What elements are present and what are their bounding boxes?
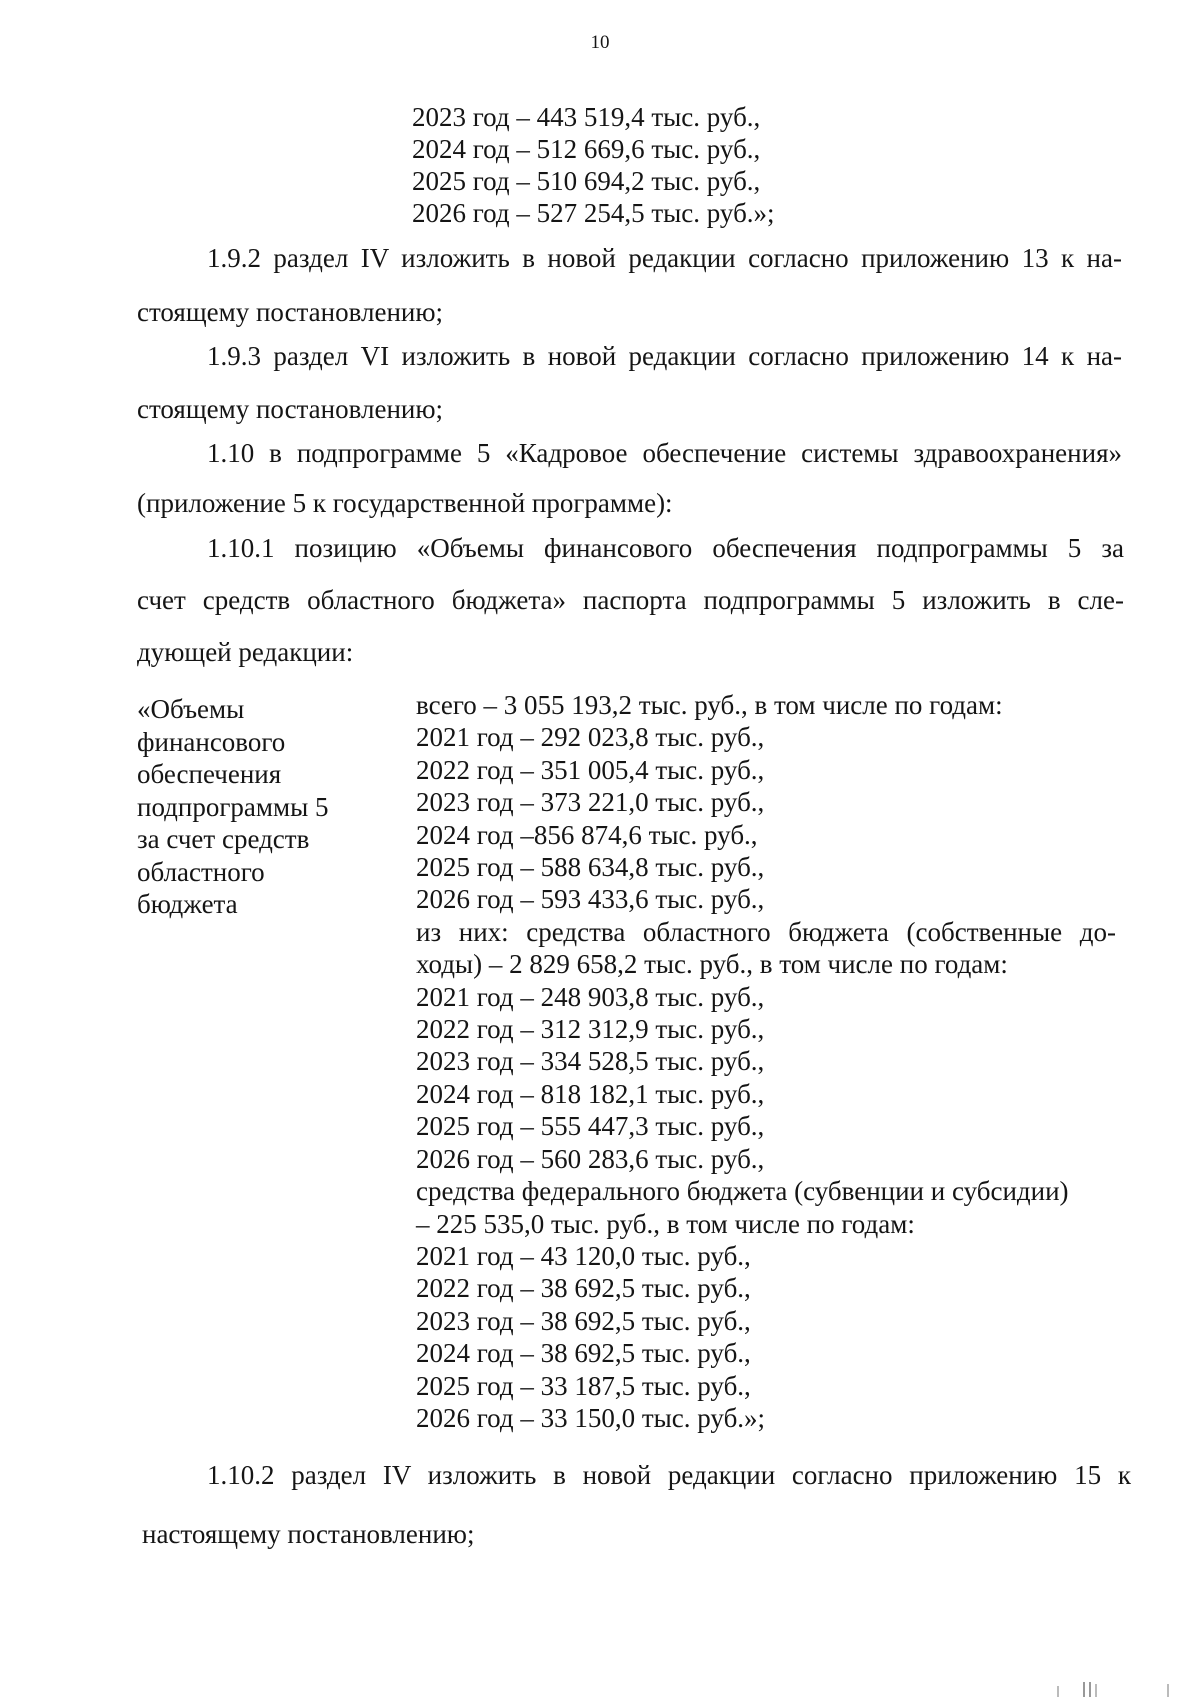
passport-label-line: за счет средств [137,824,310,854]
passport-value-column [416,689,1116,1434]
own-revenue-year-line: 2024 год – 818 182,1 тыс. руб., [416,1078,765,1109]
continuation-line: 2024 год – 512 669,6 тыс. руб., [412,134,761,164]
own-revenue-year-line: 2022 год – 312 312,9 тыс. руб., [416,1014,765,1045]
passport-label-line: финансового [137,726,286,757]
paragraph-1-10-1-line2: счет средств областного бюджета» паспорта подпрограммы 5 изложить в сле- [137,585,1124,615]
own-revenue-year-line: 2026 год – 560 283,6 тыс. руб., [416,1143,765,1174]
paragraph-1-10-line2: (приложение 5 к государственной программе): [137,488,673,518]
page-number: 10 [590,32,610,53]
own-revenue-total-line: ходы) – 2 829 658,2 тыс. руб., в том числе по годам: [416,949,1008,980]
own-revenue-year-line: 2025 год – 555 447,3 тыс. руб., [416,1111,765,1142]
federal-year-line: 2022 год – 38 692,5 тыс. руб., [416,1273,751,1304]
own-revenue-heading-line: из них: средства областного бюджета (собственные до- [416,916,1116,947]
funding-year-line: 2026 год – 593 433,6 тыс. руб., [416,884,765,915]
paragraph-1-10-2-line2: настоящему постановлению; [142,1519,475,1549]
passport-label-line: бюджета [137,889,238,919]
paragraph-1-9-3-line1: 1.9.3 раздел VI изложить в новой редакции согласно приложению 14 к на- [207,341,1122,371]
continuation-line: 2025 год – 510 694,2 тыс. руб., [412,166,761,196]
federal-year-line: 2026 год – 33 150,0 тыс. руб.»; [416,1402,766,1433]
continuation-line: 2026 год – 527 254,5 тыс. руб.»; [412,198,775,228]
paragraph-1-10-1-line3: дующей редакции: [137,637,354,667]
own-revenue-year-line: 2021 год – 248 903,8 тыс. руб., [416,981,765,1012]
funding-year-line: 2023 год – 373 221,0 тыс. руб., [416,787,765,818]
passport-label-line: областного [137,856,265,887]
federal-year-line: 2025 год – 33 187,5 тыс. руб., [416,1370,751,1401]
continuation-line: 2023 год – 443 519,4 тыс. руб., [412,102,761,132]
funding-year-line: 2025 год – 588 634,8 тыс. руб., [416,852,765,883]
passport-label-line: обеспечения [137,759,282,789]
funding-year-line: 2024 год –856 874,6 тыс. руб., [416,819,758,850]
scan-edge-marks [1040,1680,1180,1697]
federal-year-line: 2024 год – 38 692,5 тыс. руб., [416,1338,751,1369]
passport-label-line: подпрограммы 5 [137,791,329,822]
paragraph-1-10-1-line1: 1.10.1 позицию «Объемы финансового обеспечения подпрограммы 5 за [207,533,1124,563]
paragraph-1-10-line1: 1.10 в подпрограмме 5 «Кадровое обеспечение системы здравоохранения» [207,438,1122,468]
federal-year-line: 2023 год – 38 692,5 тыс. руб., [416,1305,751,1336]
funding-total-line: всего – 3 055 193,2 тыс. руб., в том числе по годам: [416,690,1003,720]
federal-funds-total-line: – 225 535,0 тыс. руб., в том числе по годам: [416,1208,915,1239]
passport-label-line: «Объемы [137,694,245,724]
federal-year-line: 2021 год – 43 120,0 тыс. руб., [416,1240,751,1271]
funding-year-line: 2021 год – 292 023,8 тыс. руб., [416,722,765,753]
paragraph-1-10-2-line1: 1.10.2 раздел IV изложить в новой редакции согласно приложению 15 к [207,1460,1131,1490]
federal-funds-heading-line: средства федерального бюджета (субвенции и субсидии) [416,1176,1069,1207]
own-revenue-year-line: 2023 год – 334 528,5 тыс. руб., [416,1046,765,1077]
funding-year-line: 2022 год – 351 005,4 тыс. руб., [416,754,765,785]
paragraph-1-9-3-line2: стоящему постановлению; [137,394,444,424]
paragraph-1-9-2-line2: стоящему постановлению; [137,297,444,327]
passport-label-column [137,693,377,921]
paragraph-1-9-2-line1: 1.9.2 раздел IV изложить в новой редакции согласно приложению 13 к на- [207,243,1122,273]
